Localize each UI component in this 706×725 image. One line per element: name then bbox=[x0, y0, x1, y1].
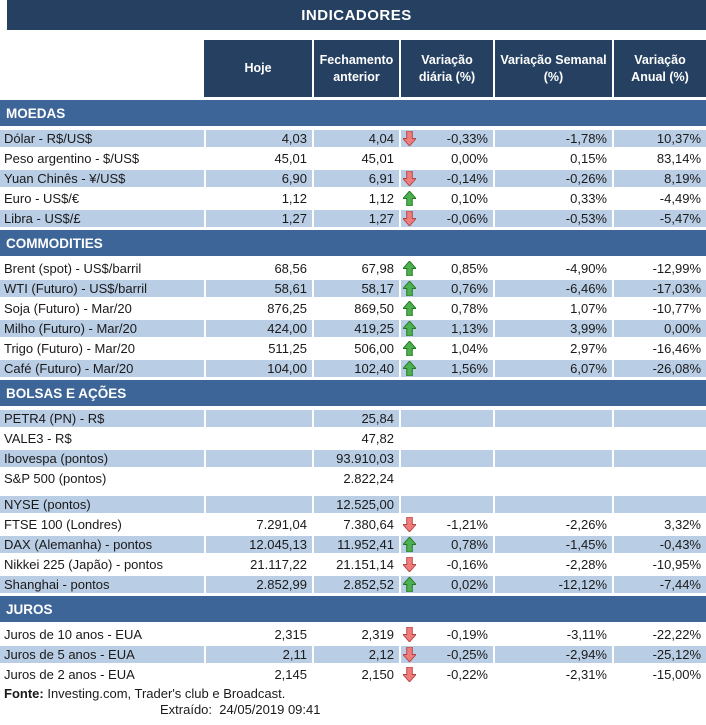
cell-variacao-diaria bbox=[399, 576, 493, 593]
cell-variacao-anual: 0,00% bbox=[612, 320, 706, 337]
table-row bbox=[0, 666, 706, 683]
cell-variacao-semanal: -0,53% bbox=[493, 210, 612, 227]
cell-label: DAX (Alemanha) - pontos bbox=[0, 536, 204, 553]
cell-label: Soja (Futuro) - Mar/20 bbox=[0, 300, 204, 317]
table-row bbox=[0, 280, 706, 297]
cell-variacao-anual: -26,08% bbox=[612, 360, 706, 377]
cell-label: NYSE (pontos) bbox=[0, 496, 204, 513]
up-arrow-icon bbox=[403, 361, 417, 376]
cell-fechamento-anterior: 4,04 bbox=[312, 130, 399, 147]
down-arrow-icon bbox=[403, 647, 417, 662]
cell-fechamento-anterior: 67,98 bbox=[312, 260, 399, 277]
cell-label: Brent (spot) - US$/barril bbox=[0, 260, 204, 277]
cell-hoje: 68,56 bbox=[204, 260, 312, 277]
down-arrow-icon bbox=[403, 667, 417, 682]
cell-label: Peso argentino - $/US$ bbox=[0, 150, 204, 167]
down-arrow-icon bbox=[403, 171, 417, 186]
cell-variacao-anual: -16,46% bbox=[612, 340, 706, 357]
cell-label: S&P 500 (pontos) bbox=[0, 470, 204, 487]
cell-variacao-semanal: 3,99% bbox=[493, 320, 612, 337]
up-arrow-icon bbox=[403, 301, 417, 316]
cell-hoje: 2.852,99 bbox=[204, 576, 312, 593]
cell-label: Milho (Futuro) - Mar/20 bbox=[0, 320, 204, 337]
up-arrow-icon bbox=[403, 577, 417, 592]
cell-variacao-diaria bbox=[399, 666, 493, 683]
cell-variacao-diaria bbox=[399, 340, 493, 357]
cell-hoje bbox=[204, 430, 312, 447]
cell-variacao-semanal: -6,46% bbox=[493, 280, 612, 297]
cell-hoje: 2,315 bbox=[204, 626, 312, 643]
cell-variacao-anual: 8,19% bbox=[612, 170, 706, 187]
cell-variacao-anual bbox=[612, 496, 706, 513]
up-arrow-icon bbox=[403, 281, 417, 296]
table-row bbox=[0, 260, 706, 277]
cell-variacao-anual: -25,12% bbox=[612, 646, 706, 663]
cell-hoje: 21.117,22 bbox=[204, 556, 312, 573]
column-header-variacao-semanal: Variação Semanal (%) bbox=[493, 40, 612, 97]
cell-variacao-anual: 83,14% bbox=[612, 150, 706, 167]
cell-hoje: 424,00 bbox=[204, 320, 312, 337]
table-row bbox=[0, 576, 706, 593]
variacao-diaria-value: 0,78% bbox=[451, 537, 488, 552]
cell-fechamento-anterior: 2,319 bbox=[312, 626, 399, 643]
no-arrow-placeholder bbox=[403, 471, 417, 486]
cell-variacao-semanal bbox=[493, 470, 612, 487]
column-header-variacao-diaria: Variação diária (%) bbox=[399, 40, 493, 97]
cell-fechamento-anterior: 2,150 bbox=[312, 666, 399, 683]
cell-variacao-diaria bbox=[399, 170, 493, 187]
table-row bbox=[0, 536, 706, 553]
cell-variacao-semanal bbox=[493, 450, 612, 467]
variacao-diaria-value: -0,06% bbox=[446, 211, 488, 226]
cell-fechamento-anterior: 506,00 bbox=[312, 340, 399, 357]
cell-variacao-anual: -5,47% bbox=[612, 210, 706, 227]
cell-hoje: 104,00 bbox=[204, 360, 312, 377]
cell-fechamento-anterior: 1,27 bbox=[312, 210, 399, 227]
extracted-line bbox=[0, 702, 706, 718]
table-row bbox=[0, 430, 706, 447]
table-body bbox=[0, 100, 706, 683]
section-header-juros: JUROS bbox=[0, 596, 706, 622]
cell-hoje: 6,90 bbox=[204, 170, 312, 187]
cell-variacao-diaria bbox=[399, 430, 493, 447]
cell-variacao-diaria bbox=[399, 150, 493, 167]
table-row bbox=[0, 450, 706, 467]
cell-variacao-anual: -7,44% bbox=[612, 576, 706, 593]
extracted-value: 24/05/2019 09:41 bbox=[219, 702, 321, 717]
cell-variacao-semanal: -2,31% bbox=[493, 666, 612, 683]
table-row bbox=[0, 150, 706, 167]
table-row bbox=[0, 410, 706, 427]
cell-variacao-diaria bbox=[399, 130, 493, 147]
cell-fechamento-anterior: 21.151,14 bbox=[312, 556, 399, 573]
column-header-fechamento: Fechamento anterior bbox=[312, 40, 399, 97]
variacao-diaria-value: 0,10% bbox=[451, 191, 488, 206]
cell-label: VALE3 - R$ bbox=[0, 430, 204, 447]
cell-variacao-diaria bbox=[399, 496, 493, 513]
variacao-diaria-value: -1,21% bbox=[446, 517, 488, 532]
up-arrow-icon bbox=[403, 537, 417, 552]
cell-fechamento-anterior: 2.852,52 bbox=[312, 576, 399, 593]
cell-label: Ibovespa (pontos) bbox=[0, 450, 204, 467]
cell-variacao-anual: 3,32% bbox=[612, 516, 706, 533]
table-row bbox=[0, 646, 706, 663]
no-arrow-placeholder bbox=[403, 431, 417, 446]
cell-variacao-semanal: -0,26% bbox=[493, 170, 612, 187]
table-row bbox=[0, 626, 706, 643]
cell-variacao-diaria bbox=[399, 410, 493, 427]
up-arrow-icon bbox=[403, 191, 417, 206]
cell-fechamento-anterior: 7.380,64 bbox=[312, 516, 399, 533]
no-arrow-placeholder bbox=[403, 411, 417, 426]
no-arrow-placeholder bbox=[403, 151, 417, 166]
cell-variacao-diaria bbox=[399, 626, 493, 643]
cell-variacao-anual bbox=[612, 430, 706, 447]
cell-label: Libra - US$/£ bbox=[0, 210, 204, 227]
cell-variacao-semanal bbox=[493, 496, 612, 513]
cell-label: Yuan Chinês - ¥/US$ bbox=[0, 170, 204, 187]
variacao-diaria-value: 0,78% bbox=[451, 301, 488, 316]
cell-variacao-diaria bbox=[399, 300, 493, 317]
cell-hoje: 12.045,13 bbox=[204, 536, 312, 553]
cell-variacao-anual: -4,49% bbox=[612, 190, 706, 207]
cell-variacao-diaria bbox=[399, 320, 493, 337]
up-arrow-icon bbox=[403, 341, 417, 356]
variacao-diaria-value: 0,00% bbox=[451, 151, 488, 166]
cell-hoje: 7.291,04 bbox=[204, 516, 312, 533]
header-empty-cell bbox=[0, 40, 204, 97]
cell-hoje bbox=[204, 470, 312, 487]
column-header-hoje: Hoje bbox=[204, 40, 312, 97]
cell-variacao-semanal: -1,78% bbox=[493, 130, 612, 147]
variacao-diaria-value: 1,56% bbox=[451, 361, 488, 376]
no-arrow-placeholder bbox=[403, 497, 417, 512]
cell-fechamento-anterior: 25,84 bbox=[312, 410, 399, 427]
down-arrow-icon bbox=[403, 131, 417, 146]
cell-variacao-semanal: -2,26% bbox=[493, 516, 612, 533]
cell-label: Juros de 2 anos - EUA bbox=[0, 666, 204, 683]
table-row bbox=[0, 556, 706, 573]
table-row bbox=[0, 170, 706, 187]
variacao-diaria-value: -0,33% bbox=[446, 131, 488, 146]
cell-variacao-diaria bbox=[399, 280, 493, 297]
variacao-diaria-value: 0,85% bbox=[451, 261, 488, 276]
cell-variacao-semanal bbox=[493, 410, 612, 427]
cell-variacao-anual: -22,22% bbox=[612, 626, 706, 643]
cell-variacao-semanal: -12,12% bbox=[493, 576, 612, 593]
cell-label: Trigo (Futuro) - Mar/20 bbox=[0, 340, 204, 357]
cell-hoje bbox=[204, 410, 312, 427]
cell-hoje: 1,12 bbox=[204, 190, 312, 207]
cell-label: Juros de 10 anos - EUA bbox=[0, 626, 204, 643]
cell-variacao-semanal: 1,07% bbox=[493, 300, 612, 317]
down-arrow-icon bbox=[403, 627, 417, 642]
cell-variacao-anual bbox=[612, 470, 706, 487]
cell-hoje: 2,11 bbox=[204, 646, 312, 663]
cell-hoje: 1,27 bbox=[204, 210, 312, 227]
cell-variacao-anual: -15,00% bbox=[612, 666, 706, 683]
cell-variacao-semanal: -3,11% bbox=[493, 626, 612, 643]
cell-variacao-semanal: 0,33% bbox=[493, 190, 612, 207]
extracted-label: Extraído: bbox=[160, 702, 213, 717]
cell-label: FTSE 100 (Londres) bbox=[0, 516, 204, 533]
cell-hoje: 58,61 bbox=[204, 280, 312, 297]
cell-fechamento-anterior: 1,12 bbox=[312, 190, 399, 207]
cell-variacao-diaria bbox=[399, 260, 493, 277]
cell-variacao-anual: -0,43% bbox=[612, 536, 706, 553]
cell-variacao-diaria bbox=[399, 360, 493, 377]
cell-fechamento-anterior: 93.910,03 bbox=[312, 450, 399, 467]
table-row bbox=[0, 470, 706, 487]
footer bbox=[0, 686, 706, 718]
page-title: INDICADORES bbox=[7, 0, 706, 30]
cell-variacao-semanal: -4,90% bbox=[493, 260, 612, 277]
cell-label: Dólar - R$/US$ bbox=[0, 130, 204, 147]
cell-fechamento-anterior: 11.952,41 bbox=[312, 536, 399, 553]
down-arrow-icon bbox=[403, 517, 417, 532]
cell-variacao-semanal: -2,28% bbox=[493, 556, 612, 573]
cell-label: PETR4 (PN) - R$ bbox=[0, 410, 204, 427]
cell-label: Café (Futuro) - Mar/20 bbox=[0, 360, 204, 377]
variacao-diaria-value: -0,19% bbox=[446, 627, 488, 642]
cell-label: Euro - US$/€ bbox=[0, 190, 204, 207]
section-header-bolsas-e-a-es: BOLSAS E AÇÕES bbox=[0, 380, 706, 406]
cell-label: Shanghai - pontos bbox=[0, 576, 204, 593]
cell-variacao-diaria bbox=[399, 556, 493, 573]
variacao-diaria-value: 0,02% bbox=[451, 577, 488, 592]
cell-hoje: 2,145 bbox=[204, 666, 312, 683]
cell-variacao-semanal bbox=[493, 430, 612, 447]
cell-variacao-diaria bbox=[399, 470, 493, 487]
table-row bbox=[0, 130, 706, 147]
cell-fechamento-anterior: 47,82 bbox=[312, 430, 399, 447]
cell-variacao-diaria bbox=[399, 646, 493, 663]
table-row bbox=[0, 360, 706, 377]
source-label: Fonte: bbox=[4, 686, 44, 701]
cell-variacao-semanal: -1,45% bbox=[493, 536, 612, 553]
cell-variacao-diaria bbox=[399, 516, 493, 533]
up-arrow-icon bbox=[403, 321, 417, 336]
down-arrow-icon bbox=[403, 211, 417, 226]
cell-variacao-anual: -10,95% bbox=[612, 556, 706, 573]
table-row bbox=[0, 340, 706, 357]
table-row bbox=[0, 320, 706, 337]
cell-hoje: 511,25 bbox=[204, 340, 312, 357]
cell-variacao-anual: -17,03% bbox=[612, 280, 706, 297]
cell-variacao-anual: -10,77% bbox=[612, 300, 706, 317]
table-row bbox=[0, 496, 706, 513]
table-row bbox=[0, 210, 706, 227]
cell-fechamento-anterior: 58,17 bbox=[312, 280, 399, 297]
cell-variacao-semanal: 0,15% bbox=[493, 150, 612, 167]
down-arrow-icon bbox=[403, 557, 417, 572]
cell-hoje bbox=[204, 450, 312, 467]
cell-hoje: 45,01 bbox=[204, 150, 312, 167]
table-row bbox=[0, 300, 706, 317]
cell-fechamento-anterior: 12.525,00 bbox=[312, 496, 399, 513]
cell-variacao-anual bbox=[612, 450, 706, 467]
cell-fechamento-anterior: 2,12 bbox=[312, 646, 399, 663]
variacao-diaria-value: -0,25% bbox=[446, 647, 488, 662]
cell-fechamento-anterior: 102,40 bbox=[312, 360, 399, 377]
cell-variacao-diaria bbox=[399, 190, 493, 207]
table-row bbox=[0, 516, 706, 533]
section-header-commodities: COMMODITIES bbox=[0, 230, 706, 256]
cell-variacao-semanal: -2,94% bbox=[493, 646, 612, 663]
cell-label: WTI (Futuro) - US$/barril bbox=[0, 280, 204, 297]
column-header-row bbox=[0, 40, 706, 97]
cell-variacao-anual: -12,99% bbox=[612, 260, 706, 277]
column-header-variacao-anual: Variação Anual (%) bbox=[612, 40, 706, 97]
cell-fechamento-anterior: 45,01 bbox=[312, 150, 399, 167]
table-row bbox=[0, 190, 706, 207]
cell-variacao-diaria bbox=[399, 210, 493, 227]
cell-variacao-anual bbox=[612, 410, 706, 427]
cell-fechamento-anterior: 419,25 bbox=[312, 320, 399, 337]
source-text: Investing.com, Trader's club e Broadcast. bbox=[43, 686, 286, 701]
no-arrow-placeholder bbox=[403, 451, 417, 466]
variacao-diaria-value: -0,16% bbox=[446, 557, 488, 572]
cell-variacao-semanal: 2,97% bbox=[493, 340, 612, 357]
source-line bbox=[0, 686, 706, 702]
variacao-diaria-value: 0,76% bbox=[451, 281, 488, 296]
cell-variacao-diaria bbox=[399, 536, 493, 553]
variacao-diaria-value: 1,13% bbox=[451, 321, 488, 336]
variacao-diaria-value: -0,22% bbox=[446, 667, 488, 682]
cell-fechamento-anterior: 869,50 bbox=[312, 300, 399, 317]
cell-hoje: 4,03 bbox=[204, 130, 312, 147]
cell-hoje bbox=[204, 496, 312, 513]
cell-fechamento-anterior: 6,91 bbox=[312, 170, 399, 187]
section-header-moedas: MOEDAS bbox=[0, 100, 706, 126]
cell-label: Juros de 5 anos - EUA bbox=[0, 646, 204, 663]
cell-label: Nikkei 225 (Japão) - pontos bbox=[0, 556, 204, 573]
variacao-diaria-value: 1,04% bbox=[451, 341, 488, 356]
cell-variacao-diaria bbox=[399, 450, 493, 467]
cell-variacao-anual: 10,37% bbox=[612, 130, 706, 147]
up-arrow-icon bbox=[403, 261, 417, 276]
cell-hoje: 876,25 bbox=[204, 300, 312, 317]
variacao-diaria-value: -0,14% bbox=[446, 171, 488, 186]
cell-fechamento-anterior: 2.822,24 bbox=[312, 470, 399, 487]
cell-variacao-semanal: 6,07% bbox=[493, 360, 612, 377]
